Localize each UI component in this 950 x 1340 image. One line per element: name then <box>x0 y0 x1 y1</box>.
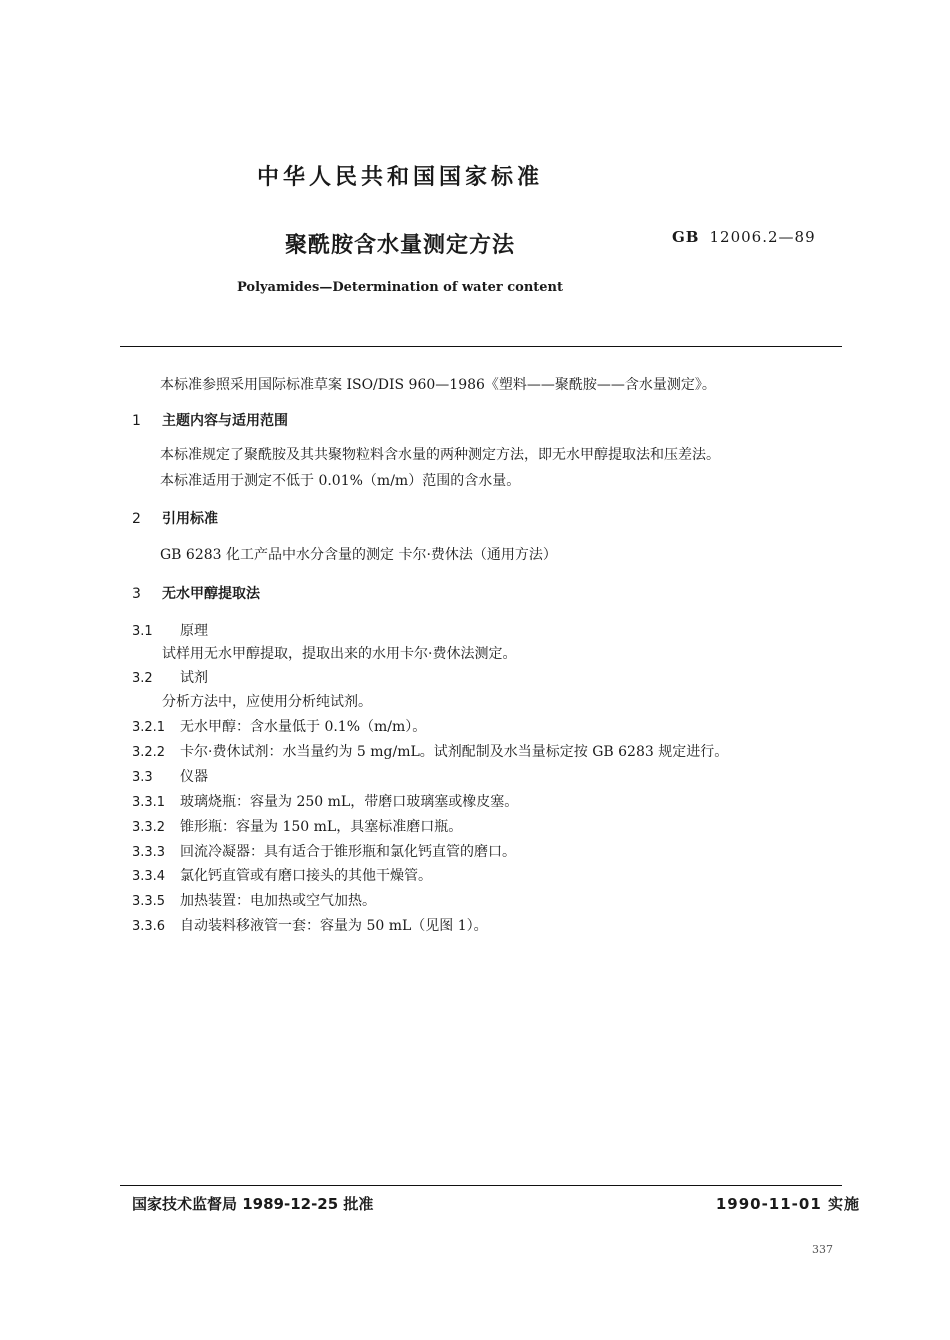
national-standard-heading: 中华人民共和国国家标准 <box>256 165 543 190</box>
intro-paragraph: 本标准参照采用国际标准草案 ISO/DIS 960—1986《塑料——聚酰胺——含水量测定》。 <box>160 377 716 393</box>
page-number: 337 <box>812 1243 833 1256</box>
section-1-paragraph-1: 本标准规定了聚酰胺及其共聚物粒料含水量的两种测定方法，即无水甲醇提取法和压差法。 <box>160 447 720 463</box>
section-number: 3 <box>132 586 141 602</box>
footer-divider <box>120 1185 842 1186</box>
clause-text: 无水甲醇：含水量低于 0.1%（m/m）。 <box>180 719 427 735</box>
clause-number: 3.2.1 <box>132 720 166 735</box>
section-title: 引用标准 <box>162 511 218 527</box>
clause-number: 3.3 <box>132 770 153 785</box>
clause-3-3-1 <box>132 791 518 811</box>
clause-text: 试剂 <box>180 670 208 686</box>
clause-3-3-3 <box>132 841 516 861</box>
clause-3-3 <box>132 766 208 786</box>
clause-text: 氯化钙直管或有磨口接头的其他干燥管。 <box>180 868 432 884</box>
clause-number: 3.3.2 <box>132 820 166 835</box>
clause-text: 原理 <box>180 623 208 639</box>
clause-text: 加热装置：电加热或空气加热。 <box>180 893 376 909</box>
clause-3-1-body: 试样用无水甲醇提取，提取出来的水用卡尔·费休法测定。 <box>162 646 517 662</box>
section-1-heading <box>132 410 288 430</box>
standard-code-prefix: GB <box>672 228 700 246</box>
section-2-heading <box>132 508 218 528</box>
clause-3-2-1 <box>132 716 426 736</box>
clause-3-2-2 <box>132 741 728 761</box>
clause-text: 自动装料移液管一套：容量为 50 mL（见图 1）。 <box>180 918 488 934</box>
document-title: 聚酰胺含水量测定方法 <box>284 233 515 258</box>
implementation-date: 1990-11-01 实施 <box>715 1195 860 1213</box>
english-title: Polyamides—Determination of water content <box>236 280 564 295</box>
section-title: 无水甲醇提取法 <box>162 586 260 602</box>
clause-3-2 <box>132 667 208 687</box>
clause-3-2-body: 分析方法中，应使用分析纯试剂。 <box>162 694 372 710</box>
clause-text: 锥形瓶：容量为 150 mL，具塞标准磨口瓶。 <box>180 819 463 835</box>
clause-3-3-4 <box>132 865 432 885</box>
clause-3-1 <box>132 620 208 640</box>
section-title: 主题内容与适用范围 <box>162 413 288 429</box>
clause-number: 3.1 <box>132 624 153 639</box>
clause-text: 卡尔·费休试剂：水当量约为 5 mg/mL。试剂配制及水当量标定按 GB 6283 规定进行。 <box>180 744 729 760</box>
clause-number: 3.2.2 <box>132 745 166 760</box>
section-number: 1 <box>132 413 141 429</box>
clause-number: 3.3.5 <box>132 894 166 909</box>
approval-statement: 国家技术监督局 1989-12-25 批准 <box>132 1195 374 1213</box>
clause-number: 3.2 <box>132 671 153 686</box>
header-divider <box>120 346 842 347</box>
section-2-paragraph-1: GB 6283 化工产品中水分含量的测定 卡尔·费休法（通用方法） <box>160 547 557 563</box>
clause-number: 3.3.1 <box>132 795 166 810</box>
clause-number: 3.3.3 <box>132 845 166 860</box>
clause-text: 仪器 <box>180 769 208 785</box>
clause-text: 回流冷凝器：具有适合于锥形瓶和氯化钙直管的磨口。 <box>180 844 516 860</box>
clause-text: 玻璃烧瓶：容量为 250 mL，带磨口玻璃塞或橡皮塞。 <box>180 794 519 810</box>
section-number: 2 <box>132 511 141 527</box>
clause-3-3-2 <box>132 816 462 836</box>
clause-3-3-5 <box>132 890 376 910</box>
standard-code-number: 12006.2—89 <box>709 228 816 246</box>
clause-number: 3.3.4 <box>132 869 166 884</box>
section-1-paragraph-2: 本标准适用于测定不低于 0.01%（m/m）范围的含水量。 <box>160 473 521 489</box>
section-3-heading <box>132 583 260 603</box>
standard-code <box>672 228 816 246</box>
clause-number: 3.3.6 <box>132 919 166 934</box>
clause-3-3-6 <box>132 915 488 935</box>
